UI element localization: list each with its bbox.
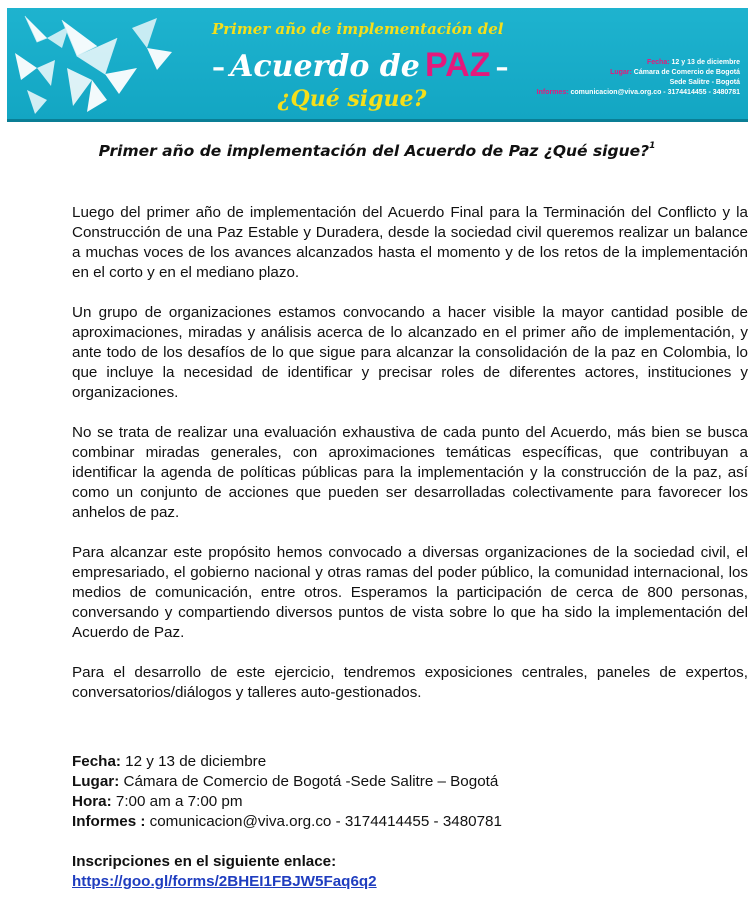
detail-informes-label: Informes : xyxy=(72,813,146,830)
banner-dash-left: – xyxy=(212,53,225,83)
detail-fecha-value: 12 y 13 de diciembre xyxy=(120,753,267,770)
detail-lugar-value: Cámara de Comercio de Bogotá -Sede Salitre – Bogotá xyxy=(119,773,499,790)
paragraph-2: Un grupo de organizaciones estamos convocando a hacer visible la mayor cantidad posible de aproximaciones, miradas y análisis acerca de lo alcanzado en el primer año de implementación, y ante todo de los desafíos de lo que sigue para alcanzar la consolidación de la paz en Colombia, lo que incluye la necesidad de identificar y precisar roles de diferentes actores, instituciones y organizaciones. xyxy=(72,304,748,401)
event-details xyxy=(72,752,748,892)
detail-hora-label: Hora: xyxy=(72,793,112,810)
banner-fecha-value: 12 y 13 de diciembre xyxy=(671,59,740,66)
banner-line2 xyxy=(212,45,509,91)
banner-lugar-value: Cámara de Comercio de Bogotá xyxy=(633,69,740,76)
paragraph-5: Para el desarrollo de este ejercicio, tendremos exposiciones centrales, paneles de expertos, conversatorios/diálogos y talleres auto-gestionados. xyxy=(72,664,748,701)
banner-lugar-label: Lugar: xyxy=(610,69,632,76)
detail-informes-value: comunicacion@viva.org.co - 3174414455 - 3480781 xyxy=(145,813,502,830)
banner-informes-label: Informes: xyxy=(536,89,569,96)
body-text xyxy=(72,203,748,723)
page-title xyxy=(0,142,754,160)
banner-dash-right: – xyxy=(495,53,509,83)
detail-lugar xyxy=(72,772,748,792)
page-title-text: Primer año de implementación del Acuerdo de Paz ¿Qué sigue? xyxy=(98,142,650,160)
registration-link[interactable]: https://goo.gl/forms/2BHEI1FBJW5Faq6q2 xyxy=(72,873,377,890)
banner-paz: PAZ xyxy=(424,46,491,84)
paragraph-4: Para alcanzar este propósito hemos convocado a diversas organizaciones de la sociedad civil, el empresariado, el gobierno nacional y otras ramas del poder público, la comunidad internacional, los medios de comunicación, entre otros. Esperamos la participación de cerca de 800 personas, conversando y compartiendo diversos puntos de vista sobre lo que ha sido la implementación del Acuerdo de Paz. xyxy=(72,544,748,641)
paragraph-3: No se trata de realizar una evaluación exhaustiva de cada punto del Acuerdo, más bien se busca combinar miradas generales, con aproximaciones temáticas específicas, que contribuyan a identificar la agenda de políticas públicas para la implementación y la construcción de la paz, así como un conjunto de acciones que pueden ser desarrolladas colectivamente para favorecer los anhelos de paz. xyxy=(72,424,748,521)
banner-line3: ¿Qué sigue? xyxy=(277,86,427,112)
detail-informes xyxy=(72,812,748,832)
detail-hora xyxy=(72,792,748,812)
banner-fecha-label: Fecha: xyxy=(647,59,670,66)
detail-hora-value: 7:00 am a 7:00 pm xyxy=(111,793,243,810)
doves-illustration xyxy=(7,8,182,119)
header-banner xyxy=(7,8,748,122)
paragraph-1: Luego del primer año de implementación del Acuerdo Final para la Terminación del Conflicto y la Construcción de una Paz Estable y Duradera, desde la sociedad civil queremos realizar un balance a muchas voces de los avances alcanzados hasta el momento y de los retos de la implementación en el corto y en el mediano plazo. xyxy=(72,204,748,281)
detail-lugar-label: Lugar: xyxy=(72,773,120,790)
banner-sede-value: Sede Salitre - Bogotá xyxy=(669,79,740,86)
detail-fecha xyxy=(72,752,748,772)
detail-fecha-label: Fecha: xyxy=(72,753,121,770)
banner-line1: Primer año de implementación del xyxy=(212,20,504,38)
banner-informes-value: comunicacion@viva.org.co - 3174414455 - 3480781 xyxy=(570,89,740,96)
banner-acuerdo: Acuerdo de xyxy=(230,49,420,84)
banner-event-info xyxy=(537,58,740,98)
inscripciones-label: Inscripciones en el siguiente enlace: xyxy=(72,853,337,870)
title-footnote: 1 xyxy=(649,140,656,151)
